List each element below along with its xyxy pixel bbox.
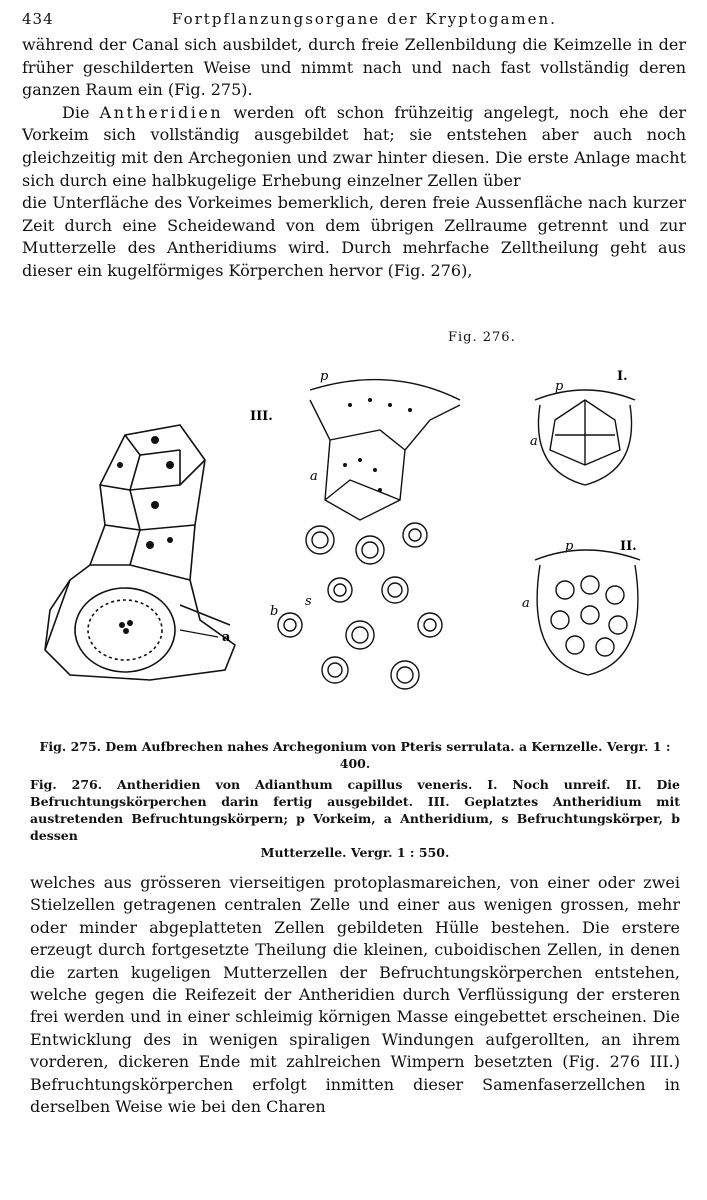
fig276-II-label-a: a [522,596,530,611]
fig275-caption: Fig. 275. Dem Aufbrechen nahes Archegonium von Pteris serrulata. a Kernzelle. Vergr. 1 : 400. [39,739,671,771]
book-page [22,8,686,283]
fig276-label-s: s [305,594,312,609]
body-text-bottom [30,872,680,1118]
paragraph-2 [22,102,686,192]
fig276-label: Fig. 276. [448,330,516,345]
paragraph-2-continued: die Unterfläche des Vorkeimes bemerklich, deren freie Aussenfläche nach kurzer Zeit durch eine Scheidewand von dem übrigen Zellraume getrennt und zur Mutterzelle des Antheridiums wird. Durch mehrfache Zelltheilung geht aus dieser ein kugelförmiges Körperchen hervor (Fig. 276), [22,193,686,280]
fig276-III-label: III. [250,409,273,424]
fig276-II-label: II. [620,539,637,554]
fig276-III-label-p: p [320,369,329,384]
running-header [22,8,686,34]
fig276-III-drawing [250,360,480,700]
fig276-II-label-p: p [565,539,574,554]
fig276-caption [30,776,680,861]
fig276-caption-last: Mutterzelle. Vergr. 1 : 550. [260,845,450,860]
fig276-I-label-p: p [555,379,564,394]
running-title: Fortpflanzungsorgane der Kryptogamen. [172,10,557,28]
fig276-I-label: I. [617,369,628,384]
fig276-III-label-a: a [310,469,318,484]
fig275-archegonium-drawing [30,405,260,685]
antheridien-spaced: Antheridien [99,102,224,122]
fig276-II-drawing [520,535,650,695]
figure-area [30,355,680,740]
fig276-caption-main: Fig. 276. Antheridien von Adianthum capillus veneris. I. Noch unreif. II. Die Befruchtungskörperchen darin fertig ausgebildet. III. Geplatztes Antheridium mit austretenden Befruchtungskörpern; p Vorkeim, a Antheridium, s Befruchtungskörper, b dessen [30,777,680,843]
fig276-I-drawing [525,360,645,510]
paragraph-3: welches aus grösseren vierseitigen protoplasmareichen, von einer oder zwei Stielzellen getragenen centralen Zelle und einer aus wenigen grossen, mehr oder minder abgeplatteten Zellen gebildeten Hülle bestehen. Die erstere erzeugt durch fortgesetzte Theilung die kleinen, cuboidischen Zellen, in denen die zarten kugeligen Mutterzellen der Befruchtungskörperchen entstehen, welche gegen die Reifezeit der Antheridien durch Verflüssigung der ersteren frei werden und in einer schleimig körnigen Masse eingebettet erscheinen. Die Entwicklung des in wenigen spiraligen Windungen aufgerollten, an ihrem vorderen, dickeren Ende mit zahlreichen Wimpern besetzten (Fig. 276 III.) Befruchtungskörperchen erfolgt inmitten dieser Samenfaserzellchen in derselben Weise wie bei den Charen [30,873,680,1117]
fig276-I-label-a: a [530,434,538,449]
paragraph-1: während der Canal sich ausbildet, durch freie Zellenbildung die Keimzelle in der früher geschilderten Weise und nimmt nach und nach fast vollständig deren ganzen Raum ein (Fig. 275). [22,35,686,100]
page-number: 434 [22,10,54,28]
paragraph-2-start: Die [62,102,90,122]
paragraph-2-rest: werden oft schon frühzeitig angelegt, noch ehe der Vorkeim sich vollständig ausgebildet hat; sie entstehen aber auch noch gleichzeitig mit den Archegonien und zwar hinter diesen. Die erste Anlage macht sich durch eine halbkugelige Erhebung einzelner Zellen über [22,102,686,190]
fig276-label-b: b [270,604,279,619]
fig275-label-a: a [222,630,231,645]
